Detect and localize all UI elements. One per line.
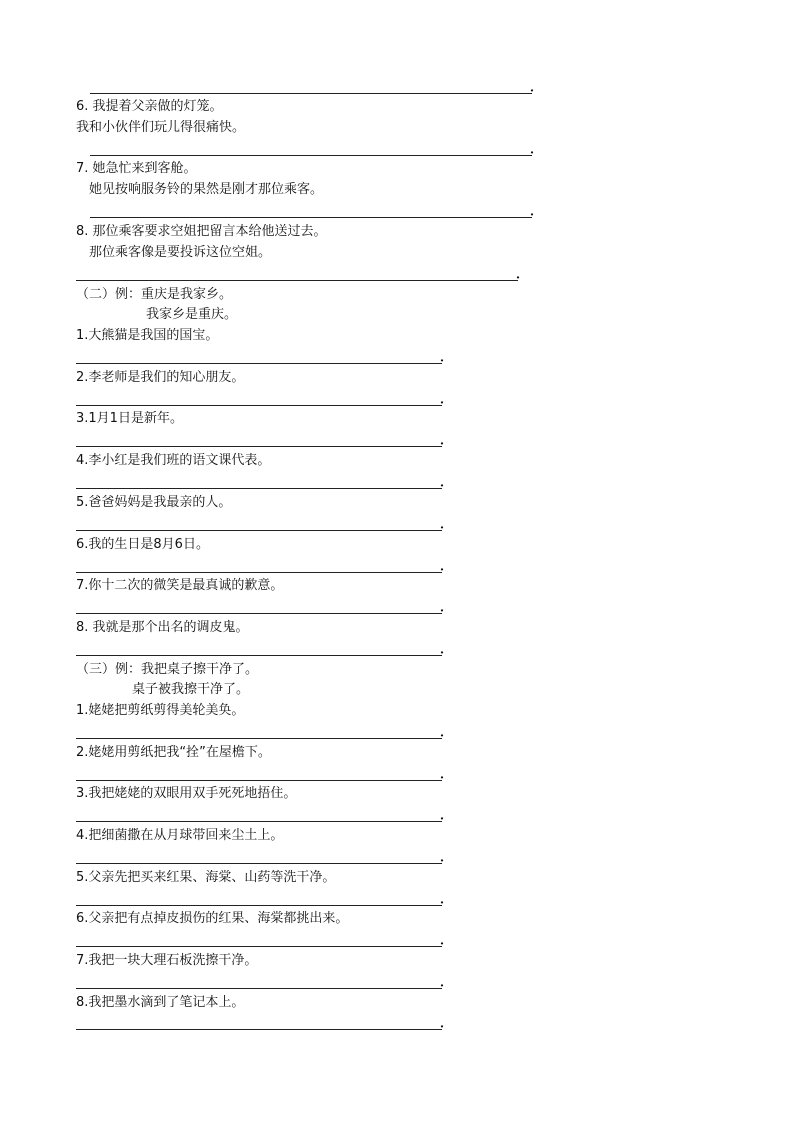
question-text: 8.我把墨水滴到了笔记本上。 bbox=[76, 995, 245, 1010]
example-sentence: 那位乘客像是要投诉这位空姐。 bbox=[89, 245, 272, 260]
question-text: 1.姥姥把剪纸剪得美轮美奂。 bbox=[76, 703, 245, 718]
question-text: 5.父亲先把买来红果、海棠、山药等洗干净。 bbox=[76, 870, 336, 885]
answer-line-period: ． bbox=[530, 142, 544, 157]
section-example-heading: （三）例：我把桌子擦干净了。 bbox=[76, 662, 259, 677]
answer-line[interactable] bbox=[76, 780, 442, 781]
answer-line[interactable] bbox=[76, 280, 518, 281]
answer-line-period: ． bbox=[440, 600, 454, 615]
answer-line-period: ． bbox=[530, 204, 544, 219]
answer-line[interactable] bbox=[76, 572, 442, 573]
answer-line[interactable] bbox=[76, 446, 442, 447]
answer-line-period: ． bbox=[440, 1016, 454, 1031]
answer-line-period: ． bbox=[440, 475, 454, 490]
question-text: 5.爸爸妈妈是我最亲的人。 bbox=[76, 495, 232, 510]
answer-line[interactable] bbox=[90, 93, 532, 94]
answer-line[interactable] bbox=[76, 905, 442, 906]
answer-line[interactable] bbox=[76, 946, 442, 947]
answer-line-period: ． bbox=[440, 642, 454, 657]
answer-line-period: ． bbox=[440, 433, 454, 448]
answer-line[interactable] bbox=[76, 988, 442, 989]
question-text: 8. 那位乘客要求空姐把留言本给他送过去。 bbox=[76, 224, 327, 239]
question-text: 2.姥姥用剪纸把我“拴”在屋檐下。 bbox=[76, 745, 271, 760]
answer-line[interactable] bbox=[76, 821, 442, 822]
question-text: 3.1月1日是新年。 bbox=[76, 411, 183, 426]
question-text: 6. 我提着父亲做的灯笼。 bbox=[76, 99, 223, 114]
answer-line[interactable] bbox=[76, 1029, 442, 1030]
question-text: 1.大熊猫是我国的国宝。 bbox=[76, 328, 219, 343]
question-text: 8. 我就是那个出名的调皮鬼。 bbox=[76, 620, 249, 635]
answer-line-period: ． bbox=[530, 80, 544, 95]
answer-line[interactable] bbox=[90, 155, 532, 156]
answer-line[interactable] bbox=[76, 655, 442, 656]
answer-line[interactable] bbox=[76, 613, 442, 614]
answer-line-period: ． bbox=[440, 559, 454, 574]
question-text: 7.你十二次的微笑是最真诚的歉意。 bbox=[76, 578, 284, 593]
answer-line-period: ． bbox=[516, 267, 530, 282]
question-text: 7.我把一块大理石板洗擦干净。 bbox=[76, 953, 258, 968]
answer-line[interactable] bbox=[90, 217, 532, 218]
question-text: 7. 她急忙来到客舱。 bbox=[76, 161, 197, 176]
answer-line-period: ． bbox=[440, 808, 454, 823]
question-text: 3.我把姥姥的双眼用双手死死地捂住。 bbox=[76, 786, 297, 801]
answer-line-period: ． bbox=[440, 392, 454, 407]
example-sentence: 她见按响服务铃的果然是刚才那位乘客。 bbox=[89, 182, 324, 197]
section-example-answer: 我家乡是重庆。 bbox=[146, 307, 238, 322]
question-text: 6.父亲把有点掉皮损伤的红果、海棠都挑出来。 bbox=[76, 911, 349, 926]
section-example-heading: （二）例：重庆是我家乡。 bbox=[76, 287, 233, 302]
answer-line-period: ． bbox=[440, 892, 454, 907]
answer-line[interactable] bbox=[76, 405, 442, 406]
answer-line[interactable] bbox=[76, 530, 442, 531]
example-sentence: 我和小伙伴们玩儿得很痛快。 bbox=[76, 120, 246, 135]
answer-line-period: ． bbox=[440, 850, 454, 865]
answer-line-period: ． bbox=[440, 350, 454, 365]
answer-line[interactable] bbox=[76, 488, 442, 489]
answer-line-period: ． bbox=[440, 517, 454, 532]
answer-line-period: ． bbox=[440, 933, 454, 948]
question-text: 2.李老师是我们的知心朋友。 bbox=[76, 370, 245, 385]
answer-line-period: ． bbox=[440, 725, 454, 740]
question-text: 4.李小红是我们班的语文课代表。 bbox=[76, 453, 271, 468]
answer-line-period: ． bbox=[440, 975, 454, 990]
answer-line[interactable] bbox=[76, 863, 442, 864]
answer-line-period: ． bbox=[440, 767, 454, 782]
question-text: 4.把细菌撒在从月球带回来尘土上。 bbox=[76, 828, 284, 843]
section-example-answer: 桌子被我擦干净了。 bbox=[132, 682, 250, 697]
answer-line[interactable] bbox=[76, 738, 442, 739]
question-text: 6.我的生日是8月6日。 bbox=[76, 537, 209, 552]
answer-line[interactable] bbox=[76, 363, 442, 364]
